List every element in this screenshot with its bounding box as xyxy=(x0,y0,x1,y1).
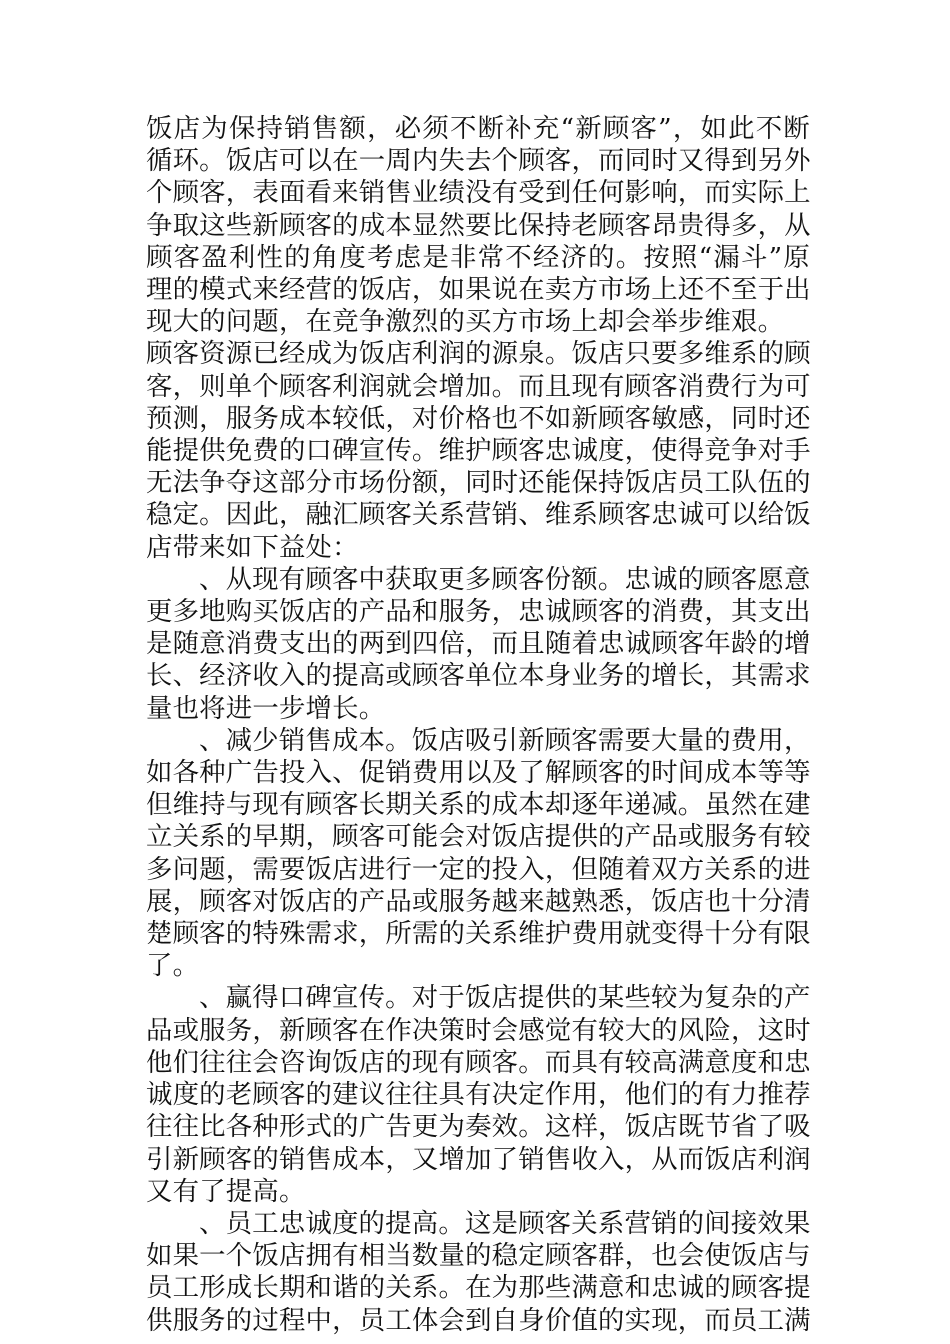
text-line: 立关系的早期，顾客可能会对饭店提供的产品或服务有较 xyxy=(146,821,811,853)
text-line: 顾客盈利性的角度考虑是非常不经济的。按照“漏斗”原 xyxy=(146,241,810,273)
text-line: 多问题，需要饭店进行一定的投入，但随着双方关系的进 xyxy=(146,853,811,885)
text-line: 展，顾客对饭店的产品或服务越来越熟悉，饭店也十分清 xyxy=(146,885,811,917)
text-line: 量也将进一步增长。 xyxy=(146,692,386,724)
paragraph-5 xyxy=(146,982,810,1207)
text-line: 争取这些新顾客的成本显然要比保持老顾客昂贵得多，从 xyxy=(146,209,811,241)
text-line: 往往比各种形式的广告更为奏效。这样，饭店既节省了吸 xyxy=(146,1111,811,1143)
text-line: 、减少销售成本。饭店吸引新顾客需要大量的费用， xyxy=(199,724,811,756)
text-line: 供服务的过程中，员工体会到自身价值的实现，而员工满 xyxy=(146,1304,811,1336)
paragraph-4 xyxy=(146,725,810,983)
text-line: 长、经济收入的提高或顾客单位本身业务的增长，其需求 xyxy=(146,660,811,692)
text-line: 诚度的老顾客的建议往往具有决定作用，他们的有力推荐 xyxy=(146,1079,811,1111)
text-line: 品或服务，新顾客在作决策时会感觉有较大的风险，这时 xyxy=(146,1014,811,1046)
paragraph-2 xyxy=(146,338,810,563)
text-line: 循环。饭店可以在一周内失去个顾客，而同时又得到另外 xyxy=(146,145,811,177)
text-line: 无法争夺这部分市场份额，同时还能保持饭店员工队伍的 xyxy=(146,467,811,499)
text-line: 了。 xyxy=(146,950,200,982)
paragraph-3 xyxy=(146,564,810,725)
text-line: 饭店为保持销售额，必须不断补充“新顾客”，如此不断 xyxy=(146,113,810,144)
text-line: 能提供免费的口碑宣传。维护顾客忠诚度，使得竞争对手 xyxy=(146,435,811,467)
text-line: 楚顾客的特殊需求，所需的关系维护费用就变得十分有限 xyxy=(146,918,811,950)
text-line: 客，则单个顾客利润就会增加。而且现有顾客消费行为可 xyxy=(146,370,811,402)
text-line: 现大的问题，在竞争激烈的买方市场上却会举步维艰。 xyxy=(146,306,785,338)
text-line: 是随意消费支出的两到四倍，而且随着忠诚顾客年龄的增 xyxy=(146,628,811,660)
text-line: 如果一个饭店拥有相当数量的稳定顾客群，也会使饭店与 xyxy=(146,1240,811,1272)
text-line: 、从现有顾客中获取更多顾客份额。忠诚的顾客愿意 xyxy=(199,563,811,595)
text-line: 又有了提高。 xyxy=(146,1175,306,1207)
text-line: 稳定。因此，融汇顾客关系营销、维系顾客忠诚可以给饭 xyxy=(146,499,811,531)
text-line: 引新顾客的销售成本，又增加了销售收入，从而饭店利润 xyxy=(146,1143,811,1175)
text-line: 、员工忠诚度的提高。这是顾客关系营销的间接效果 xyxy=(199,1207,811,1239)
paragraph-1 xyxy=(146,113,810,338)
paragraph-6 xyxy=(146,1208,810,1337)
text-line: 但维持与现有顾客长期关系的成本却逐年递减。虽然在建 xyxy=(146,789,811,821)
text-line: 如各种广告投入、促销费用以及了解顾客的时间成本等等 xyxy=(146,757,811,789)
text-line: 员工形成长期和谐的关系。在为那些满意和忠诚的顾客提 xyxy=(146,1272,811,1304)
text-line: 、赢得口碑宣传。对于饭店提供的某些较为复杂的产 xyxy=(199,982,811,1014)
text-line: 店带来如下益处： xyxy=(146,531,359,563)
text-line: 顾客资源已经成为饭店利润的源泉。饭店只要多维系的顾 xyxy=(146,338,811,370)
text-line: 个顾客，表面看来销售业绩没有受到任何影响，而实际上 xyxy=(146,177,811,209)
document-body xyxy=(146,113,810,1337)
text-line: 更多地购买饭店的产品和服务，忠诚顾客的消费，其支出 xyxy=(146,596,811,628)
text-line: 理的模式来经营的饭店，如果说在卖方市场上还不至于出 xyxy=(146,274,811,306)
text-line: 预测，服务成本较低，对价格也不如新顾客敏感，同时还 xyxy=(146,402,811,434)
text-line: 他们往往会咨询饭店的现有顾客。而具有较高满意度和忠 xyxy=(146,1046,811,1078)
